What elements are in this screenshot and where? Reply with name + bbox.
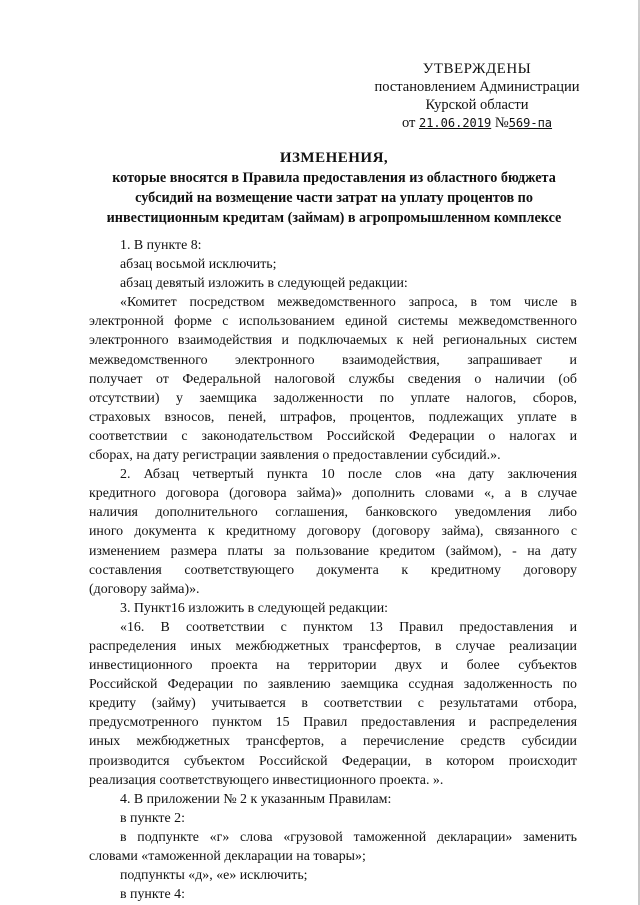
paragraph-1-heading: 1. В пункте 8: — [120, 238, 202, 253]
approval-line-region: Курской области — [425, 97, 529, 113]
body-line: межведомственного электронного взаимодействия, запрашивает и — [89, 352, 577, 368]
body-line: инвестиционного проекта на территории двух и более субъектов — [89, 658, 577, 674]
body-line: словами «таможенной декларации на товары»; — [89, 849, 366, 864]
body-line: изменением размера платы за пользование кредитом (займом), - на дату — [89, 543, 577, 559]
body-line: (договору займа)». — [89, 581, 200, 597]
body-line: «16. В соответствии с пунктом 13 Правил предоставления и — [120, 619, 577, 635]
approval-date: 21.06.2019 — [418, 116, 492, 130]
paragraph-3-start: 3. Пункт16 изложить в следующей редакции: — [120, 600, 388, 616]
body-line: отсутствии) у заемщика задолженности по уплате налогов, сборов, — [89, 390, 577, 406]
body-line: кредитного договора (договора займа)» дополнить словами «, а в случае — [89, 486, 577, 502]
heading-line: инвестиционным кредитам (займам) в агропромышленном комплексе — [106, 210, 562, 226]
body-line: сборах, на дату регистрации заявления о предоставлении субсидий.». — [89, 448, 501, 464]
document-heading — [88, 148, 580, 228]
heading-line: которые вносятся в Правила предоставления из областного бюджета — [112, 170, 556, 186]
body-line: Российской Федерации по заявлению заемщика ссудная задолженность по — [89, 677, 577, 693]
document-title: ИЗМЕНЕНИЯ, — [279, 150, 389, 166]
body-line: электронного взаимодействия и подключаемых к ней региональных систем — [89, 333, 577, 349]
approval-date-line — [362, 114, 592, 132]
body-line: предусмотренного пунктом 15 Правил предоставления и распределения — [89, 715, 577, 731]
paragraph-2-start: 2. Абзац четвертый пункта 10 после слов «на дату заключения — [120, 467, 577, 483]
body-line: в пункте 4: — [120, 887, 185, 903]
approval-number: 569-па — [508, 116, 553, 130]
body-line: иного документа к кредитному договору (договору займа), связанного с — [89, 524, 577, 540]
body-line: кредиту (займу) учитывается в соответствии с результатами отбора, — [89, 696, 577, 712]
body-line: производится субъектом Российской Федерации, в котором происходит — [89, 753, 577, 769]
body-line: иных межбюджетных трансфертов, а перечисление средств субсидии — [89, 734, 577, 750]
body-line: в подпункте «г» слова «грузовой таможенной декларации» заменить — [120, 829, 577, 845]
heading-line: субсидий на возмещение части затрат на уплату процентов по — [135, 190, 533, 206]
body-line: абзац девятый изложить в следующей редакции: — [120, 276, 408, 292]
approval-date-prefix: от — [401, 115, 416, 131]
body-line: распределения иных межбюджетных трансфертов, в случае реализации — [89, 638, 577, 654]
approval-stamp — [362, 60, 592, 132]
body-line: абзац восьмой исключить; — [120, 257, 277, 273]
approval-number-sign: № — [494, 115, 509, 131]
document-body — [89, 236, 577, 904]
approval-line-authority: постановлением Администрации — [374, 79, 580, 95]
body-line: наличия дополнительного соглашения, банковского уведомления либо — [89, 505, 577, 521]
body-line: соответствии с законодательством Российской Федерации о налогах и — [89, 428, 577, 444]
body-line: составления соответствующего документа к кредитному договору — [89, 562, 577, 578]
body-line: подпункты «д», «е» исключить; — [120, 868, 308, 884]
body-line: в пункте 2: — [120, 810, 185, 826]
body-line: электронной форме с использованием единой системы межведомственного — [89, 314, 577, 330]
body-line: реализация соответствующего инвестиционного проекта. ». — [89, 772, 444, 788]
body-line: страховых взносов, пеней, штрафов, процентов, подлежащих уплате в — [89, 409, 577, 425]
body-line: «Комитет посредством межведомственного запроса, в том числе в — [120, 295, 577, 311]
approval-title: УТВЕРЖДЕНЫ — [422, 61, 532, 77]
body-line: получает от Федеральной налоговой службы сведения о наличии (об — [89, 371, 577, 387]
paragraph-4-start: 4. В приложении № 2 к указанным Правилам: — [120, 791, 392, 807]
